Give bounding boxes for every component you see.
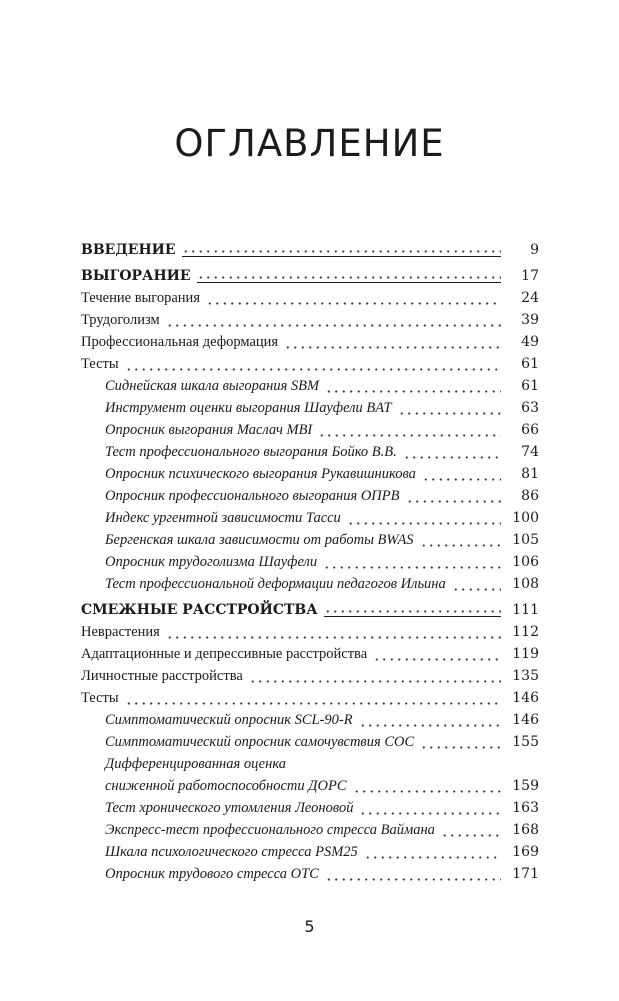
toc-entry-page: 112 xyxy=(512,624,539,640)
toc-entry xyxy=(81,708,539,730)
table-of-contents xyxy=(81,238,539,884)
page-title: ОГЛАВЛЕНИЕ xyxy=(174,121,445,165)
toc-entry-page: 155 xyxy=(512,734,539,750)
dot-leader xyxy=(420,729,501,749)
toc-entry xyxy=(81,352,539,374)
toc-entry-label: ВВЕДЕНИЕ xyxy=(81,242,176,258)
toc-entry-label: Бергенская шкала зависимости от работы BWAS xyxy=(105,532,414,548)
toc-entry-page: 66 xyxy=(521,422,539,438)
toc-entry-label: Тест профессионального выгорания Бойко В.В. xyxy=(105,444,397,460)
toc-entry-page: 163 xyxy=(512,800,539,816)
toc-entry-page: 100 xyxy=(512,510,539,526)
toc-entry-page: 106 xyxy=(512,554,539,570)
dot-leader xyxy=(373,641,501,661)
toc-entry xyxy=(81,730,539,752)
toc-entry-page: 169 xyxy=(512,844,539,860)
toc-entry xyxy=(81,396,539,418)
toc-entry-page: 63 xyxy=(521,400,539,416)
toc-entry xyxy=(81,440,539,462)
page-number: 5 xyxy=(304,917,315,936)
toc-entry-label: Сиднейская шкала выгорания SBM xyxy=(105,378,320,394)
toc-entry-label: Экспресс-тест профессионального стресса Ваймана xyxy=(105,822,435,838)
toc-entry xyxy=(81,796,539,818)
toc-entry-page: 135 xyxy=(512,668,539,684)
toc-entry-label: Личностные расстройства xyxy=(81,668,243,684)
toc-entry-label: Симптоматический опросник SCL-90-R xyxy=(105,712,353,728)
dot-leader xyxy=(166,307,501,327)
toc-entry xyxy=(81,462,539,484)
toc-entry xyxy=(81,528,539,550)
toc-entry xyxy=(81,774,539,796)
toc-entry-page: 61 xyxy=(521,356,539,372)
toc-entry xyxy=(81,374,539,396)
dot-leader xyxy=(323,549,501,569)
dot-leader xyxy=(441,817,501,837)
toc-entry-page: 61 xyxy=(521,378,539,394)
toc-entry xyxy=(81,686,539,708)
toc-entry-page: 119 xyxy=(512,646,539,662)
toc-entry-label: Тесты xyxy=(81,690,119,706)
toc-entry xyxy=(81,642,539,664)
toc-entry-page: 159 xyxy=(512,778,539,794)
toc-entry xyxy=(81,664,539,686)
toc-entry-label: Опросник психического выгорания Рукавишникова xyxy=(105,466,416,482)
toc-entry xyxy=(81,264,539,286)
toc-entry xyxy=(81,308,539,330)
dot-leader xyxy=(398,395,501,415)
dot-leader xyxy=(166,619,501,639)
dot-leader xyxy=(347,505,501,525)
dot-leader xyxy=(420,527,501,547)
toc-entry-label: Тест профессиональной деформации педагогов Ильина xyxy=(105,576,446,592)
dot-leader xyxy=(182,236,501,257)
toc-entry-page: 81 xyxy=(521,466,539,482)
toc-entry-label: Неврастения xyxy=(81,624,160,640)
toc-entry xyxy=(81,484,539,506)
dot-leader xyxy=(125,351,501,371)
dot-leader xyxy=(325,373,501,393)
toc-entry xyxy=(81,286,539,308)
toc-entry-label: Шкала психологического стресса PSM25 xyxy=(105,844,358,860)
toc-entry-page: 49 xyxy=(521,334,539,350)
dot-leader xyxy=(324,596,501,617)
toc-entry-label: Индекс ургентной зависимости Тасси xyxy=(105,510,341,526)
dot-leader xyxy=(406,483,502,503)
toc-entry-label: Адаптационные и депрессивные расстройства xyxy=(81,646,368,662)
toc-entry xyxy=(81,418,539,440)
toc-entry-page: 17 xyxy=(521,268,539,284)
toc-entry-page: 24 xyxy=(521,290,539,306)
dot-leader xyxy=(353,773,501,793)
toc-entry-page: 39 xyxy=(521,312,539,328)
dot-leader xyxy=(284,329,501,349)
toc-entry-label: СМЕЖНЫЕ РАССТРОЙСТВА xyxy=(81,602,318,618)
toc-entry-label: Симптоматический опросник самочувствия СОС xyxy=(105,734,415,750)
toc-entry-label: Опросник трудового стресса ОТС xyxy=(105,866,319,882)
toc-entry-label: Тесты xyxy=(81,356,119,372)
dot-leader xyxy=(197,262,501,283)
toc-entry-page: 111 xyxy=(512,602,539,618)
toc-entry-label: Дифференцированная оценка xyxy=(105,756,286,772)
toc-entry-label: Тест хронического утомления Леоновой xyxy=(105,800,354,816)
dot-leader xyxy=(325,861,501,881)
toc-entry-page: 9 xyxy=(530,242,539,258)
toc-entry xyxy=(81,330,539,352)
toc-entry xyxy=(81,598,539,620)
dot-leader xyxy=(364,839,501,859)
toc-entry-label: Опросник выгорания Маслач MBI xyxy=(105,422,313,438)
dot-leader xyxy=(206,285,501,305)
dot-leader xyxy=(359,707,501,727)
dot-leader xyxy=(318,417,501,437)
toc-entry-label: сниженной работоспособности ДОРС xyxy=(105,778,347,794)
toc-entry-page: 86 xyxy=(521,488,539,504)
toc-entry xyxy=(81,550,539,572)
toc-entry-page: 105 xyxy=(512,532,539,548)
toc-entry-page: 108 xyxy=(512,576,539,592)
toc-entry xyxy=(81,506,539,528)
dot-leader xyxy=(359,795,501,815)
toc-entry xyxy=(81,752,539,774)
toc-entry xyxy=(81,620,539,642)
toc-entry xyxy=(81,572,539,594)
dot-leader xyxy=(125,685,501,705)
toc-entry-page: 74 xyxy=(521,444,539,460)
dot-leader xyxy=(422,461,501,481)
dot-leader xyxy=(452,571,501,591)
toc-entry xyxy=(81,862,539,884)
toc-entry-label: Инструмент оценки выгорания Шауфели BAT xyxy=(105,400,392,416)
toc-entry-label: Профессиональная деформация xyxy=(81,334,279,350)
toc-entry-label: Опросник трудоголизма Шауфели xyxy=(105,554,318,570)
toc-entry-label: Опросник профессионального выгорания ОПРВ xyxy=(105,488,400,504)
dot-leader xyxy=(249,663,501,683)
toc-entry xyxy=(81,840,539,862)
toc-entry-page: 171 xyxy=(512,866,539,882)
dot-leader xyxy=(403,439,501,459)
toc-entry-page: 168 xyxy=(512,822,539,838)
toc-entry-label: Трудоголизм xyxy=(81,312,160,328)
toc-entry-page: 146 xyxy=(512,690,539,706)
toc-entry-page: 146 xyxy=(512,712,539,728)
toc-entry xyxy=(81,818,539,840)
toc-entry-label: ВЫГОРАНИЕ xyxy=(81,268,191,284)
toc-entry-label: Течение выгорания xyxy=(81,290,200,306)
toc-entry xyxy=(81,238,539,260)
